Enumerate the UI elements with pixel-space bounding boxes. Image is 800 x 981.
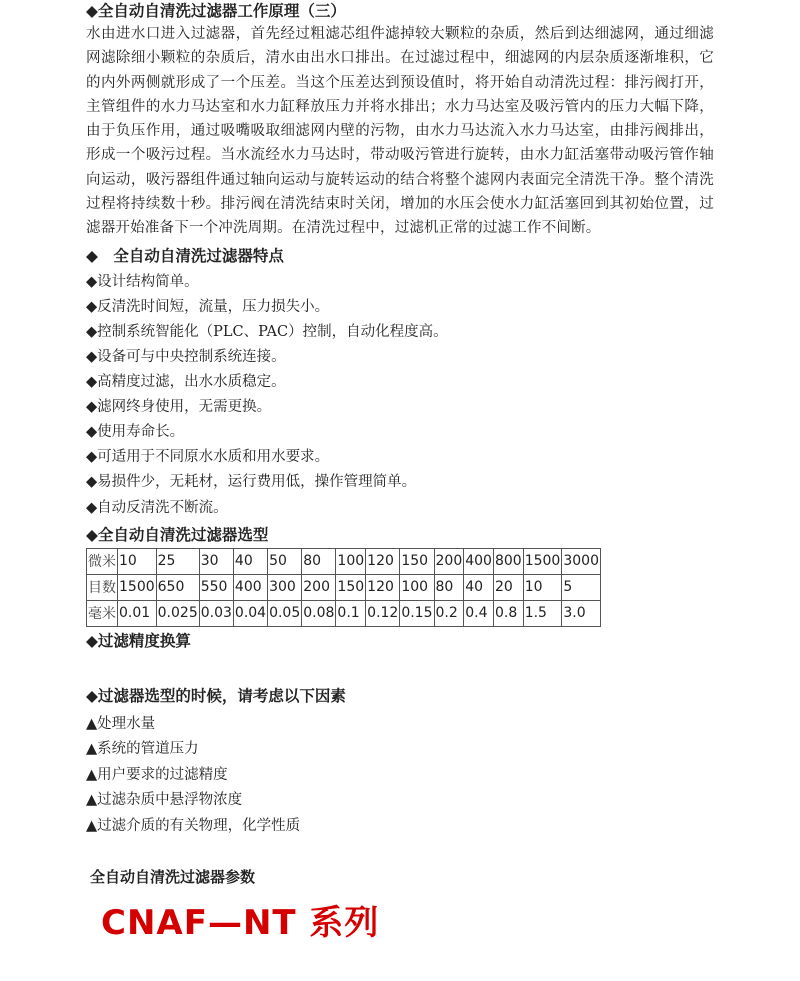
table-cell: 0.05	[268, 600, 302, 626]
list-item: ▲用户要求的过滤精度	[86, 766, 228, 783]
selection-table	[86, 548, 601, 627]
table-cell: 50	[268, 548, 302, 574]
table-cell: 25	[156, 548, 199, 574]
table-cell: 3000	[562, 548, 601, 574]
table-cell: 150	[400, 548, 434, 574]
table-cell: 1.5	[523, 600, 562, 626]
table-cell: 100	[400, 574, 434, 600]
table-cell: 0.2	[434, 600, 464, 626]
list-item: ◆可适用于不同原水水质和用水要求。	[86, 449, 330, 466]
conversion-heading: ◆过滤精度换算	[86, 630, 191, 650]
table-cell: 0.08	[302, 600, 336, 626]
table-cell: 1500	[523, 548, 562, 574]
table-cell: 1500	[118, 574, 157, 600]
table-cell: 300	[268, 574, 302, 600]
table-cell: 100	[336, 548, 366, 574]
table-cell: 650	[156, 574, 199, 600]
params-heading: 全自动自清洗过滤器参数	[90, 867, 256, 886]
table-cell: 200	[434, 548, 464, 574]
table-cell: 0.12	[366, 600, 400, 626]
list-item: ◆设备可与中央控制系统连接。	[86, 348, 286, 365]
list-item: ◆滤网终身使用，无需更换。	[86, 399, 272, 416]
list-item: ◆使用寿命长。	[86, 424, 185, 441]
list-item: ▲过滤介质的有关物理，化学性质	[86, 817, 301, 834]
table-cell: 0.8	[493, 600, 523, 626]
series-title: CNAF—NT 系列	[101, 902, 380, 943]
table-cell: 550	[199, 574, 233, 600]
table-cell: 20	[493, 574, 523, 600]
list-item: ◆易损件少，无耗材，运行费用低，操作管理简单。	[86, 474, 417, 491]
table-cell: 80	[434, 574, 464, 600]
list-item: ▲系统的管道压力	[86, 741, 199, 758]
table-cell: 400	[233, 574, 267, 600]
consider-heading: ◆过滤器选型的时候，请考虑以下因素	[86, 685, 346, 705]
principle-paragraph: 水由进水口进入过滤器，首先经过粗滤芯组件滤掉较大颗粒的杂质，然后到达细滤网，通过细滤网滤除细小颗粒的杂质后，清水由出水口排出。在过滤过程中，细滤网的内层杂质逐渐堆积，它的内外两侧就形成了一个压差。当这个压差达到预设值时，将开始自动清洗过程：排污阀打开，主管组件的水力马达室和水力缸释放压力并将水排出；水力马达室及吸污管内的压力大幅下降，由于负压作用，通过吸嘴吸取细滤网内壁的污物，由水力马达流入水力马达室，由排污阀排出，形成一个吸污过程。当水流经水力马达时，带动吸污管进行旋转，由水力缸活塞带动吸污管作轴向运动，吸污器组件通过轴向运动与旋转运动的结合将整个滤网内表面完全清洗干净。整个清洗过程将持续数十秒。排污阀在清洗结束时关闭，增加的水压会使水力缸活塞回到其初始位置，过滤器开始准备下一个冲洗周期。在清洗过程中，过滤机正常的过滤工作不间断。	[86, 26, 714, 237]
list-item: ◆反清洗时间短，流量，压力损失小。	[86, 298, 330, 315]
list-item: ◆控制系统智能化（PLC、PAC）控制，自动化程度高。	[86, 323, 448, 340]
table-cell: 40	[233, 548, 267, 574]
row-header-cell: 目数	[87, 574, 118, 600]
document-page	[86, 0, 714, 944]
table-cell: 80	[302, 548, 336, 574]
table-cell: 120	[366, 574, 400, 600]
table-cell: 800	[493, 548, 523, 574]
table-cell: 0.1	[336, 600, 366, 626]
table-cell: 40	[464, 574, 494, 600]
table-cell: 3.0	[562, 600, 601, 626]
table-cell: 0.03	[199, 600, 233, 626]
list-item: ◆高精度过滤，出水水质稳定。	[86, 374, 286, 391]
table-cell: 150	[336, 574, 366, 600]
table-cell: 10	[523, 574, 562, 600]
list-item: ◆自动反清洗不断流。	[86, 499, 228, 516]
table-cell: 0.01	[118, 600, 157, 626]
table-cell: 400	[464, 548, 494, 574]
table-row	[87, 600, 601, 626]
table-row	[87, 548, 601, 574]
features-list	[86, 270, 714, 521]
row-header-cell: 毫米	[87, 600, 118, 626]
table-cell: 5	[562, 574, 601, 600]
table-cell: 30	[199, 548, 233, 574]
table-cell: 0.15	[400, 600, 434, 626]
table-cell: 0.025	[156, 600, 199, 626]
list-item: ▲过滤杂质中悬浮物浓度	[86, 792, 243, 809]
row-header-cell: 微米	[87, 548, 118, 574]
table-cell: 0.04	[233, 600, 267, 626]
selection-heading: ◆全自动自清洗过滤器选型	[86, 524, 269, 544]
list-item: ▲处理水量	[86, 715, 156, 732]
list-item: ◆设计结构简单。	[86, 273, 199, 290]
table-cell: 10	[118, 548, 157, 574]
table-row	[87, 574, 601, 600]
table-cell: 200	[302, 574, 336, 600]
consider-list	[86, 712, 714, 840]
principle-heading: ◆全自动自清洗过滤器工作原理（三）	[86, 1, 346, 20]
table-cell: 0.4	[464, 600, 494, 626]
table-cell: 120	[366, 548, 400, 574]
features-heading: ◆ 全自动自清洗过滤器特点	[86, 245, 284, 265]
